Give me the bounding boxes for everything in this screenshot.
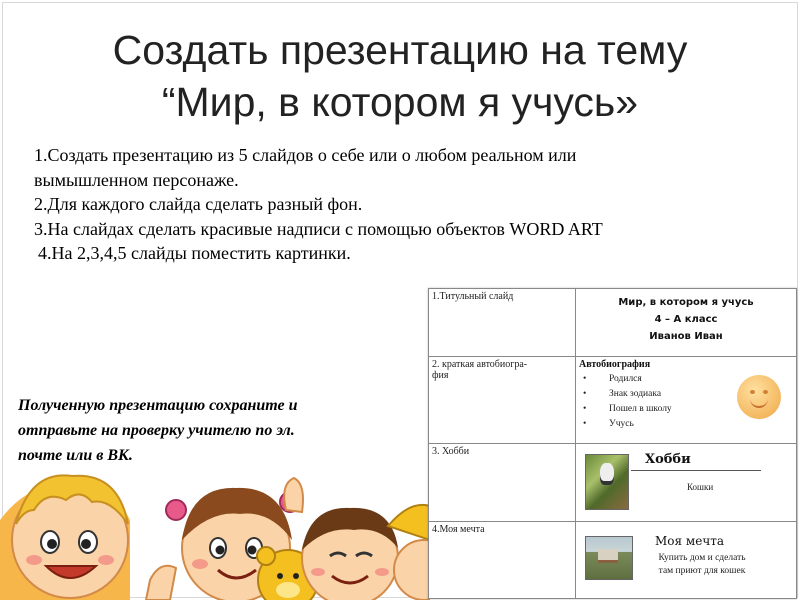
table-cell-content	[576, 357, 797, 444]
table-cell-content	[576, 444, 797, 522]
row-label: 1.Титульный слайд	[432, 291, 514, 302]
table-cell-label	[429, 289, 576, 357]
dream-preview	[579, 524, 793, 596]
biography-heading: Автобиография	[579, 359, 651, 370]
task-item: 4.На 2,3,4,5 слайды поместить картинки.	[38, 243, 351, 263]
slide-title	[0, 24, 800, 128]
row-label: 4.Моя мечта	[432, 524, 485, 535]
title-slide-preview	[579, 291, 793, 345]
task-item: 3.На слайдах сделать красивые надписи с помощью объектов WORD ART	[34, 218, 603, 239]
hobby-preview	[579, 446, 793, 519]
house-photo-icon	[585, 536, 633, 580]
note-line: почте или в ВК.	[18, 447, 133, 464]
row-label: 3. Хобби	[432, 446, 470, 457]
divider	[631, 470, 761, 471]
biography-preview	[579, 359, 793, 441]
dream-heading: Моя мечта	[655, 534, 725, 548]
list-item: • Учусь	[579, 417, 793, 432]
dream-subtitle-line: там приют для кошек	[658, 566, 746, 576]
row-label: 2. краткая автобиогра-	[432, 359, 528, 370]
title-slide-name: Иванов Иван	[649, 331, 723, 342]
note-line: отправьте на проверку учителю по эл.	[18, 422, 295, 439]
hobby-subtitle: Кошки	[687, 482, 714, 492]
table-cell-label	[429, 357, 576, 444]
task-item-continued: вымышленном персонаже.	[34, 169, 239, 190]
table-row	[429, 289, 797, 357]
cat-photo-icon	[585, 454, 629, 510]
table-row	[429, 444, 797, 522]
kids-illustration-icon	[0, 440, 430, 600]
task-item: 2.Для каждого слайда сделать разный фон.	[34, 194, 363, 214]
smiley-icon	[737, 375, 781, 419]
table-cell-label	[429, 522, 576, 599]
dream-subtitle	[637, 552, 767, 578]
list-item: • Знак зодиака	[579, 387, 793, 402]
slides-plan-table	[428, 288, 797, 599]
title-slide-class: 4 – А класс	[654, 314, 718, 325]
hobby-heading: Хобби	[645, 452, 691, 467]
slide-title-line1: Создать презентацию на тему	[112, 27, 688, 73]
kid-1	[0, 475, 130, 600]
task-item: 1.Создать презентацию из 5 слайдов о себе или о любом реальном или	[34, 145, 577, 165]
table-row	[429, 522, 797, 599]
slide-title-line2: “Мир, в котором я учусь»	[161, 79, 639, 125]
table-cell-content	[576, 289, 797, 357]
list-item: • Пошел в школу	[579, 402, 793, 417]
task-list	[34, 143, 774, 266]
note-line: Полученную презентацию сохраните и	[18, 397, 298, 414]
title-slide-heading: Мир, в котором я учусь	[618, 297, 754, 308]
table-row	[429, 357, 797, 444]
table-cell-label	[429, 444, 576, 522]
table-cell-content	[576, 522, 797, 599]
row-label-continued: фия	[432, 370, 449, 381]
dream-subtitle-line: Купить дом и сделать	[658, 553, 746, 563]
list-item: • Родился	[579, 372, 793, 387]
